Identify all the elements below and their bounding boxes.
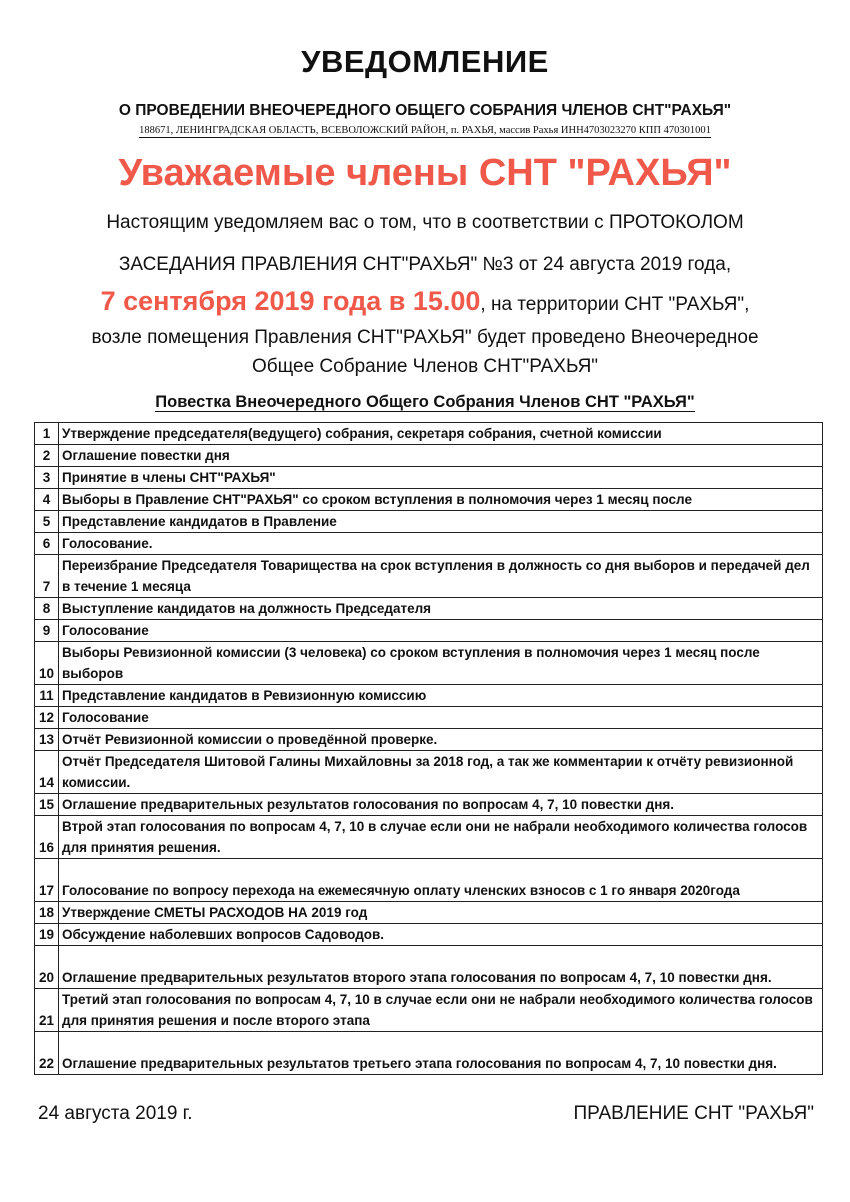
item-text: Голосование по вопросу перехода на ежемесячную оплату членских взносов с 1 го января 2020года [59,859,823,902]
item-number: 20 [35,946,59,989]
table-row [35,489,823,511]
table-row [35,989,823,1032]
body-line-3 [0,286,850,317]
footer-signature: ПРАВЛЕНИЕ СНТ "РАХЬЯ" [573,1103,814,1124]
item-text: Оглашение предварительных результатов второго этапа голосования по вопросам 4, 7, 10 повестки дня. [59,946,823,989]
table-row [35,445,823,467]
meeting-location-text: , на территории СНТ "РАХЬЯ", [480,294,750,315]
item-number: 2 [35,445,59,467]
document-title: УВЕДОМЛЕНИЕ [301,44,549,79]
item-number: 9 [35,620,59,642]
agenda-title-text: Повестка Внеочередного Общего Собрания Членов СНТ "РАХЬЯ" [155,393,695,411]
item-number: 19 [35,924,59,946]
body-line-2: ЗАСЕДАНИЯ ПРАВЛЕНИЯ СНТ"РАХЬЯ" №3 от 24 августа 2019 года, [118,254,732,275]
item-text: Отчёт Ревизионной комиссии о проведённой проверке. [59,729,823,751]
item-number: 4 [35,489,59,511]
table-row [35,555,823,598]
item-number: 17 [35,859,59,902]
item-number: 21 [35,989,59,1032]
item-text: Утверждение председателя(ведущего) собрания, секретаря собрания, счетной комиссии [59,423,823,445]
table-row [35,533,823,555]
table-row [35,598,823,620]
item-text: Отчёт Председателя Шитовой Галины Михайловны за 2018 год, а так же комментарии к отчёту ревизионной комиссии. [59,751,823,794]
item-text: Выступление кандидатов на должность Председателя [59,598,823,620]
document-subtitle: О ПРОВЕДЕНИИ ВНЕОЧЕРЕДНОГО ОБЩЕГО СОБРАНИЯ ЧЛЕНОВ СНТ"РАХЬЯ" [118,102,732,119]
table-row [35,729,823,751]
item-number: 15 [35,794,59,816]
table-row [35,423,823,445]
item-number: 13 [35,729,59,751]
table-row [35,707,823,729]
table-row [35,924,823,946]
body-line-1: Настоящим уведомляем вас о том, что в соответствии с ПРОТОКОЛОМ [106,212,744,233]
table-row [35,642,823,685]
organization-address [0,125,850,136]
item-number: 6 [35,533,59,555]
item-text: Выборы Ревизионной комиссии (3 человека) со сроком вступления в полномочия через 1 месяц после выборов [59,642,823,685]
table-row [35,620,823,642]
item-text: Оглашение предварительных результатов голосования по вопросам 4, 7, 10 повестки дня. [59,794,823,816]
item-text: Принятие в члены СНТ"РАХЬЯ" [59,467,823,489]
item-text: Голосование [59,620,823,642]
item-text: Голосование. [59,533,823,555]
item-text: Представление кандидатов в Правление [59,511,823,533]
table-row [35,467,823,489]
meeting-date-time: 7 сентября 2019 года в 15.00 [100,286,481,316]
item-number: 7 [35,555,59,598]
table-row [35,902,823,924]
table-row [35,751,823,794]
agenda-title [0,393,850,412]
item-number: 3 [35,467,59,489]
item-text: Третий этап голосования по вопросам 4, 7, 10 в случае если они не набрали необходимого количества голосов для принятия решения и после второго этапа [59,989,823,1032]
address-text: 188671, ЛЕНИНГРАДСКАЯ ОБЛАСТЬ, ВСЕВОЛОЖСКИЙ РАЙОН, п. РАХЬЯ, массив Рахья ИНН4703023270 КПП 470301001 [139,125,711,136]
item-text: Представление кандидатов в Ревизионную комиссию [59,685,823,707]
item-number: 5 [35,511,59,533]
item-number: 11 [35,685,59,707]
item-number: 22 [35,1032,59,1075]
table-row [35,685,823,707]
item-number: 1 [35,423,59,445]
item-text: Оглашение предварительных результатов третьего этапа голосования по вопросам 4, 7, 10 повестки дня. [59,1032,823,1075]
greeting-heading: Уважаемые члены СНТ "РАХЬЯ" [118,152,732,194]
item-text: Обсуждение наболевших вопросов Садоводов. [59,924,823,946]
body-line-5: Общее Собрание Членов СНТ"РАХЬЯ" [251,356,599,377]
item-text: Втрой этап голосования по вопросам 4, 7, 10 в случае если они не набрали необходимого количества голосов для принятия решения. [59,816,823,859]
item-number: 16 [35,816,59,859]
footer-date: 24 августа 2019 г. [38,1103,193,1124]
table-row [35,859,823,902]
item-text: Оглашение повестки дня [59,445,823,467]
table-row [35,1032,823,1075]
table-row [35,946,823,989]
item-text: Переизбрание Председателя Товарищества на срок вступления в должность со дня выборов и передачей дел в течение 1 месяца [59,555,823,598]
item-number: 8 [35,598,59,620]
item-text: Утверждение СМЕТЫ РАСХОДОВ НА 2019 год [59,902,823,924]
item-number: 18 [35,902,59,924]
item-number: 14 [35,751,59,794]
item-text: Выборы в Правление СНТ"РАХЬЯ" со сроком вступления в полномочия через 1 месяц после [59,489,823,511]
table-row [35,511,823,533]
item-number: 12 [35,707,59,729]
body-line-4: возле помещения Правления СНТ"РАХЬЯ" будет проведено Внеочередное [91,327,759,348]
table-row [35,794,823,816]
item-number: 10 [35,642,59,685]
item-text: Голосование [59,707,823,729]
agenda-table [34,422,823,1075]
table-row [35,816,823,859]
